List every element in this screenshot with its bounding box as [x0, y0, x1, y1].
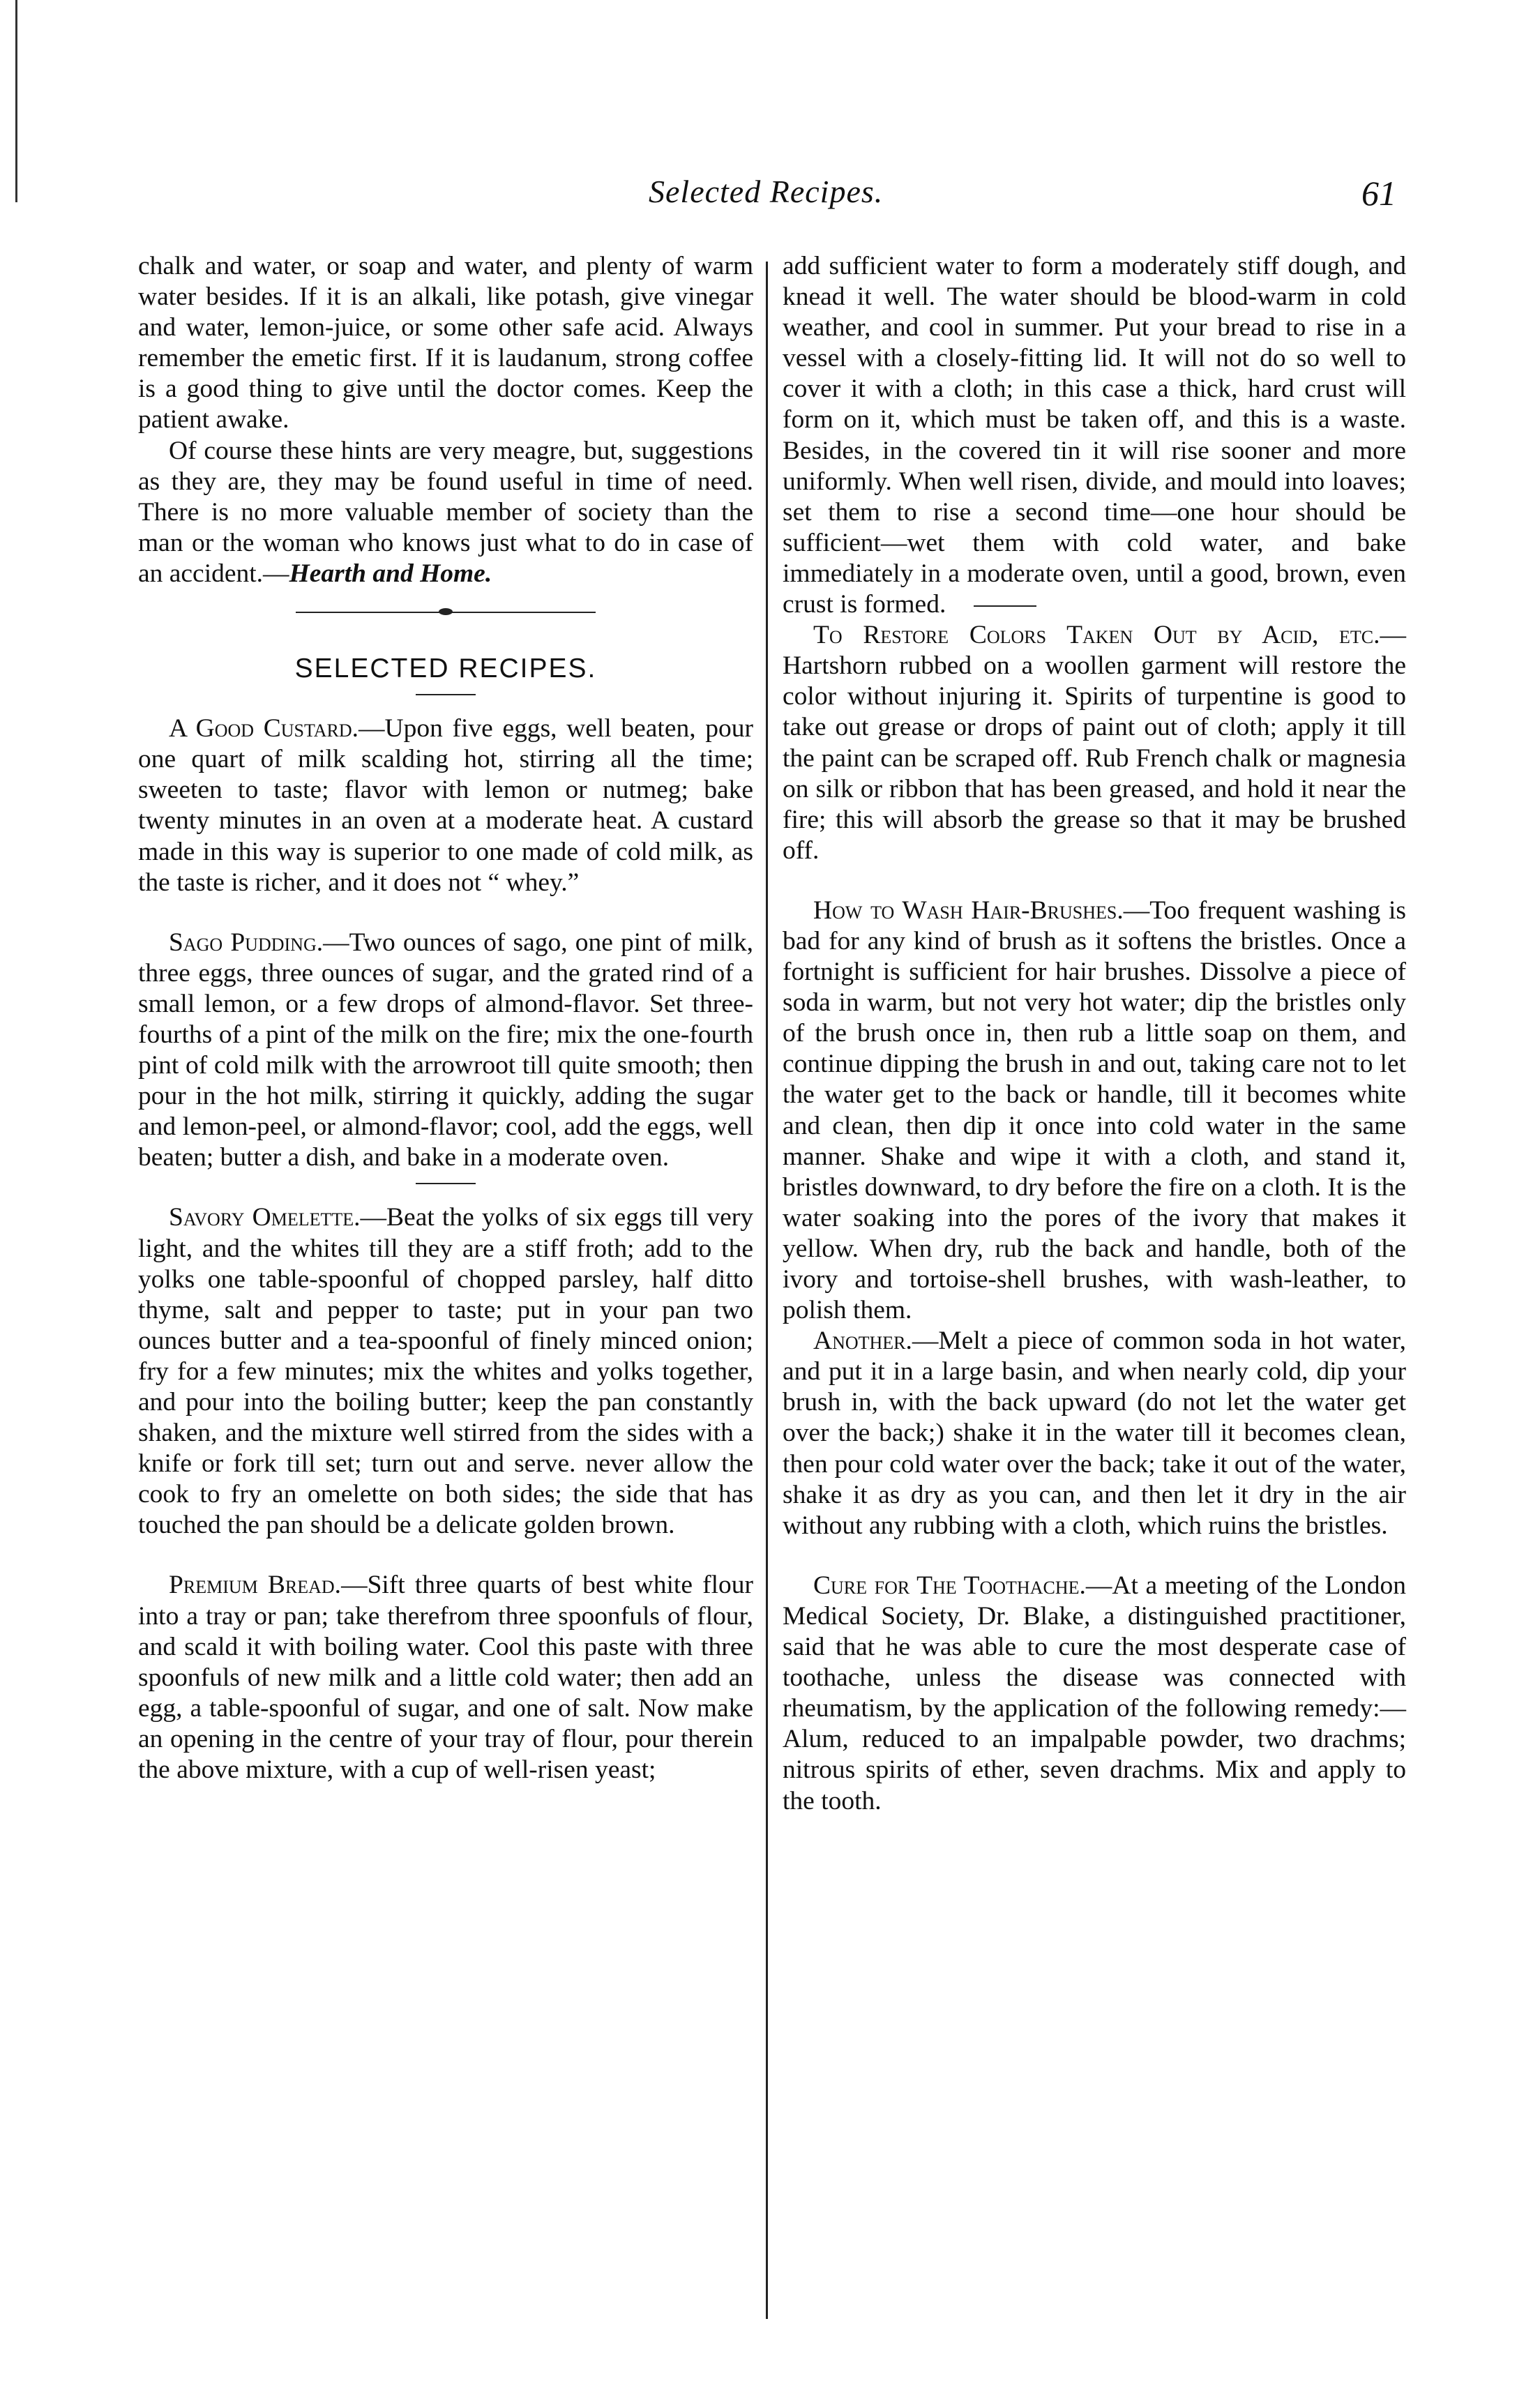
intro-paragraph-1: chalk and water, or soap and water, and plenty of warm water besides. If it is an alkali, like potash, give vinegar and water, lemon-juice, or some other safe acid. Always remember the emetic first. If it is laudanum, strong coffee is a good thing to give until the doctor comes. Keep the patient awake.: [138, 252, 753, 434]
section-heading: SELECTED RECIPES.: [294, 653, 597, 684]
recipe-bread-body: —Sift three quarts of best white flour into a tray or pan; take therefrom three spoonfuls of flour, and scald it with boiling water. Cool this paste with three spoonfuls of new milk and a little cold water; then add an egg, a table-spoonful of sugar, and one of salt. Now make an opening in the centre of your tray of flour, pour therein the above mixture, with a cup of well-risen yeast;: [138, 1571, 754, 1785]
intro-source: Hearth and Home.: [289, 559, 492, 588]
running-head: [0, 173, 1540, 222]
recipe-brushes-title: How to Wash Hair-Brushes.: [813, 896, 1124, 925]
recipe-toothache-title: Cure for The Toothache.: [813, 1571, 1086, 1600]
page-number: 61: [1361, 174, 1396, 213]
recipe-omelette-body: —Beat the yolks of six eggs till very light, and the whites till they are a stiff froth; add to the yolks one table-spoonful of chopped parsley, half ditto thyme, salt and pepper to taste; put in your pan two ounces butter and a tea-spoonful of finely minced onion; fry for a few minutes; mix the whites and yolks together, and pour into the boiling butter; keep the pan constantly shaken, and the mixture well stirred from the sides with a knife or fork till set; turn out and serve. never allow the cook to fry an omelette on both sides; the side that has touched the pan should be a delicate golden brown.: [138, 1203, 753, 1540]
recipe-sago-body: —Two ounces of sago, one pint of milk, three eggs, three ounces of sugar, and the grated rind of a small lemon, or a few drops of almond-flavor. Set three-fourths of a pint of the milk on the fire; mix the one-fourth pint of cold milk with the arrowroot till quite smooth; then pour in the hot milk, stirring it quickly, adding the sugar and lemon-peel, or almond-flavor; cool, add the eggs, well beaten; butter a dish, and bake in a moderate oven.: [138, 928, 753, 1172]
recipe-custard: [138, 713, 753, 898]
recipe-bread-continued-text: add sufficient water to form a moderately stiff dough, and knead it well. The water should be blood-warm in cold weather, and cool in summer. Put your bread to rise in a vessel with a closely-fitting lid. It will not do so well to cover it with a cloth; in this case a thick, hard crust will form on it, which must be taken off, and this is a waste. Besides, in the covered tin it will rise sooner and more uniformly. When well risen, divide, and mould into loaves; set them to rise a second time—one hour should be sufficient—wet them with cold water, and bake immediately in a moderate oven, until a good, brown, even crust is formed.: [783, 252, 1406, 619]
recipe-bread-continued: [783, 251, 1406, 620]
recipe-bread-title: Premium Bread.: [169, 1571, 342, 1600]
recipe-another-body: —Melt a piece of common soda in hot water, and put it in a large basin, and when nearly cold, dip your brush in, with the back upward (do not let the water get over the back;) shake it in the water till it becomes clean, then pour cold water over the back; take it out of the water, shake it as dry as you can, and then let it dry in the air without any rubbing with a cloth, which ruins the bristles.: [783, 1327, 1406, 1540]
page-edge-line: [15, 0, 17, 202]
recipe-brushes-body: —Too frequent washing is bad for any kind of brush as it softens the bristles. Once a fortnight is sufficient for hair brushes. Dissolve a piece of soda in warm, but not very hot water; dip the bristles only of the brush once in, then rub a little soap on them, and continue dipping the brush in and out, taking care not to let the water get to the back or handle, till it becomes white and clean, then dip it once into cold water in the same manner. Shake and wipe it with a cloth, and stand it, bristles downward, to dry before the fire on a cloth. It is the water soaking into the pores of the ivory that makes it yellow. When dry, rub the back and handle, both of the ivory and tortoise-shell brushes, with wash-leather, to polish them.: [783, 896, 1406, 1325]
recipe-toothache: [783, 1571, 1406, 1817]
recipe-brushes: [783, 896, 1406, 1326]
recipe-sago: [138, 928, 753, 1174]
recipe-omelette: [138, 1202, 753, 1541]
intro-paragraph-2: [138, 436, 753, 589]
recipe-another: [783, 1326, 1406, 1541]
spacer: [783, 866, 1406, 896]
recipe-custard-body: —Upon five eggs, well beaten, pour one quart of milk scalding hot, stirring all the time; sweeten to taste; flavor with lemon or nutmeg; bake twenty minutes in an oven at a moderate heat. A custard made in this way is superior to one made of cold milk, as the taste is richer, and it does not “ whey.”: [138, 714, 753, 897]
recipe-colors-body: —Hartshorn rubbed on a woollen garment will restore the color without injuring it. Spirits of turpentine is good to take out grease or drops of paint out of cloth; apply it till the paint can be scraped off. Rub French chalk or magnesia on silk or ribbon that has been greased, and hold it near the fire; this will absorb the grease so that it may be brushed off.: [783, 621, 1406, 865]
right-column: [783, 251, 1406, 1817]
recipe-colors-title: To Restore Colors Taken Out by Acid, etc.: [813, 621, 1380, 650]
recipe-custard-title: A Good Custard.: [169, 714, 359, 743]
left-column: [138, 251, 753, 1785]
running-title: Selected Recipes.: [649, 174, 884, 209]
recipe-toothache-body: —At a meeting of the London Medical Society, Dr. Blake, a distinguished practitioner, said that he was able to cure the most desperate case of toothache, unless the disease was connected with rheumatism, by the application of the following remedy:—Alum, reduced to an impalpable powder, two drachms; nitrous spirits of ether, seven drachms. Mix and apply to the tooth.: [783, 1571, 1406, 1815]
short-rule: [416, 694, 476, 695]
recipe-sago-title: Sago Pudding.: [169, 928, 324, 957]
spacer: [783, 1541, 1406, 1571]
recipe-bread: [138, 1570, 753, 1785]
spacer: [138, 898, 753, 928]
spacer: [138, 1541, 753, 1570]
recipe-another-title: Another.: [813, 1327, 912, 1356]
short-rule: [416, 1183, 476, 1184]
inline-rule: [974, 605, 1036, 607]
column-divider: [766, 262, 768, 2319]
recipe-colors: [783, 620, 1406, 866]
ornamental-rule: [296, 612, 596, 613]
recipe-omelette-title: Savory Omelette.: [169, 1203, 361, 1232]
intro-paragraph-2-text: Of course these hints are very meagre, but, suggestions as they are, they may be found useful in time of need. There is no more valuable member of society than the man or the woman who knows just what to do in case of an accident.—: [138, 436, 753, 588]
